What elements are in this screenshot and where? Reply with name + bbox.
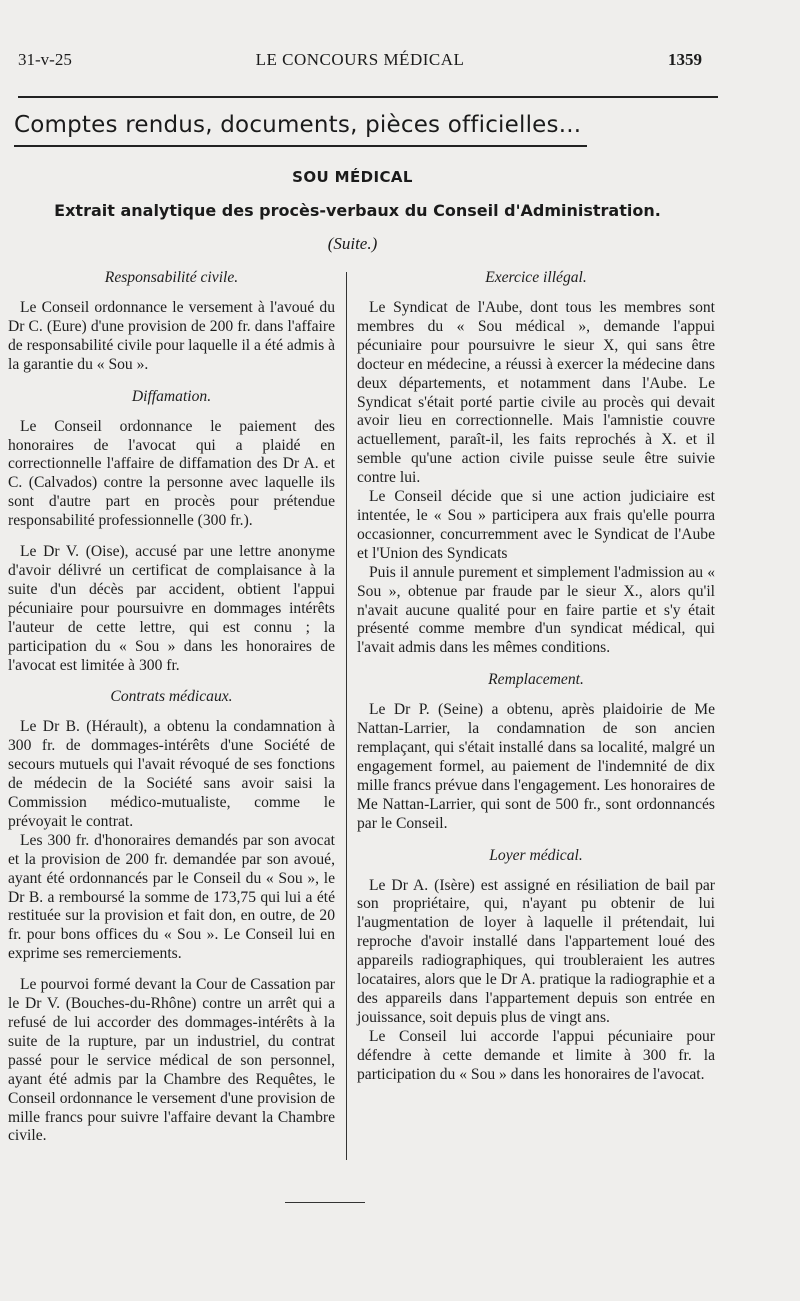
header-rule (18, 96, 718, 98)
page-number: 1359 (668, 50, 702, 69)
paragraph: Le Dr A. (Isère) est assigné en résiliation de bail par son propriétaire, qui, n'ayant pu obtenir de lui l'augmentation de loyer à laquelle il prétendait, lui reproche d'avoir installé dans l'appartement loué des appareils radiographiques, qui troubleraient les autres locataires, alors que le Dr A. pratique la radiographie et a des appareils dans l'appartement depuis son entrée en jouissance, soit depuis plus de vingt ans. (357, 876, 715, 1026)
subsection-responsabilite (8, 268, 335, 375)
left-column (8, 268, 335, 1158)
subsection-title: Exercice illégal. (485, 269, 587, 286)
subsection-diffamation (8, 387, 335, 676)
subsection-loyer (357, 846, 715, 1085)
paragraph: Le pourvoi formé devant la Cour de Cassation par le Dr V. (Bouches-du-Rhône) contre un arrêt qui a refusé de lui accorder des dommages-intérêts à la suite de la rupture, par un industriel, du contrat passé pour le service médical de son personnel, ayant été admis par la Chambre des Requêtes, le Conseil ordonnance le versement d'une provision de mille francs pour suivre l'affaire devant la Chambre civile. (8, 976, 335, 1145)
subsection-title: Contrats médicaux. (110, 688, 233, 706)
paragraph: Le Conseil ordonnance le versement à l'avoué du Dr C. (Eure) d'une provision de 200 fr. dans l'affaire de responsabilité civile pour laquelle il a été admis à la garantie du « Sou ». (8, 299, 335, 373)
subsection-title: Remplacement. (488, 671, 584, 689)
paragraph: Le Dr B. (Hérault), a obtenu la condamnation à 300 fr. de dommages-intérêts d'une Société de secours mutuels qui l'avait révoqué de ses fonctions de médecin de la Société sans avoir saisi la Commission médico-mutualiste, comme le prévoyait le contrat. (8, 718, 335, 830)
end-rule (285, 1202, 365, 1203)
paragraph: Le Syndicat de l'Aube, dont tous les membres sont membres du « Sou médical », demande l'appui pécuniaire pour poursuivre le sieur X, qui sans être docteur en médecine, a réussi à exercer la médecine dans deux départements, et notamment dans l'Aube. Le Syndicat s'était porté partie civile au procès qui devait avoir lieu en correctionnelle. Mais l'amnistie couvre actuellement, paraît-il, les faits reprochés à X. et il semble qu'une action civile puisse seule être suivie contre lui. (357, 299, 715, 487)
paragraph: Le Dr V. (Oise), accusé par une lettre anonyme d'avoir délivré un certificat de complaisance à la suite d'un décès par accident, obtient l'appui pécuniaire pour poursuivre en dommages intérêts l'auteur de cette lettre, qui est connu ; la participation du « Sou » dans les honoraires de l'avocat est limitée à 300 fr. (8, 543, 335, 674)
section-rule (14, 145, 587, 147)
paragraph: Les 300 fr. d'honoraires demandés par son avocat et la provision de 200 fr. demandée par son avoué, ayant été ordonnancés par le Conseil du « Sou », le Dr B. a remboursé la somme de 173,75 qui lui a été restituée sur la provision et fait don, en outre, de 20 fr. pour bons offices du « Sou ». Le Conseil lui en exprime ses remerciements. (8, 831, 335, 963)
article-heading: SOU MÉDICAL (292, 168, 413, 186)
paragraph: Le Conseil ordonnance le paiement des honoraires de l'avocat qui a plaidé en correctionnelle l'affaire de diffamation des Dr A. et C. (Calvados) contre la personne avec laquelle ils sont d'autre part en procès pour prétendue responsabilité professionnelle (300 fr.). (8, 417, 335, 530)
paragraph: Le Conseil décide que si une action judiciaire est intentée, le « Sou » participera aux frais qu'elle pourra occasionner, concurremment avec le Syndicat de l'Aube et l'Union des Syndicats (357, 488, 715, 562)
column-divider (346, 272, 347, 1160)
subsection-title: Diffamation. (131, 387, 212, 405)
paragraph: Le Dr P. (Seine) a obtenu, après plaidoirie de Me Nattan-Larrier, la condamnation de son ancien remplaçant, qui s'était installé dans sa localité, malgré un engagement formel, au paiement de l'indemnité de dix mille francs prévue dans l'engagement. Les honoraires de Me Nattan-Larrier, qui sont de 500 fr., sont ordonnancés par le Conseil. (357, 701, 715, 832)
subsection-title: Responsabilité civile. (104, 269, 239, 286)
subsection-exercice-illegal (357, 268, 715, 658)
paragraph: Le Conseil lui accorde l'appui pécuniaire pour défendre à cette demande et limite à 300 fr. la participation du « Sou » dans les honoraires de l'avocat. (357, 1027, 715, 1083)
article-subheading: Extrait analytique des procès-verbaux du Conseil d'Administration. (54, 201, 661, 220)
subsection-title: Loyer médical. (489, 846, 583, 864)
journal-title: LE CONCOURS MÉDICAL (255, 50, 465, 69)
right-column (357, 268, 715, 1097)
paragraph: Puis il annule purement et simplement l'admission au « Sou », obtenue par fraude par le sieur X., alors qu'il n'avait aucune qualité pour en faire partie et s'y était présenté comme membre d'un syndicat médical, qui l'avait admis dans les mêmes conditions. (357, 563, 715, 657)
continuation-note: (Suite.) (327, 234, 378, 253)
subsection-remplacement (357, 670, 715, 833)
running-header (18, 50, 702, 74)
subsection-contrats (8, 687, 335, 1146)
issue-date: 31-v-25 (18, 50, 72, 69)
section-title: Comptes rendus, documents, pièces officielles... (14, 112, 582, 138)
